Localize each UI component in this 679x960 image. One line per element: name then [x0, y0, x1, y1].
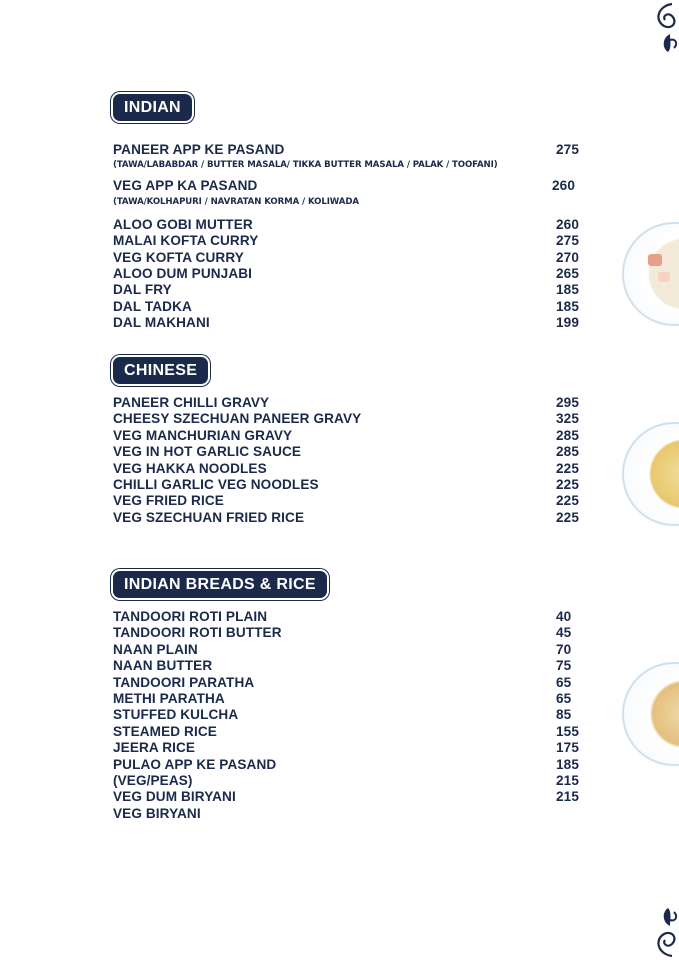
item-price: 185 — [556, 282, 579, 298]
menu-item — [113, 411, 593, 427]
item-name: VEG APP KA PASAND — [113, 178, 258, 194]
menu-item — [113, 675, 593, 691]
item-name: TANDOORI ROTI BUTTER — [113, 625, 282, 641]
item-name: VEG MANCHURIAN GRAVY — [113, 427, 293, 443]
section-title: INDIAN — [113, 94, 192, 121]
menu-item — [113, 142, 593, 158]
item-name: CHILLI GARLIC VEG NOODLES — [113, 476, 319, 492]
item-price: 215 — [556, 772, 579, 788]
item-price: 85 — [556, 707, 572, 723]
item-name: (VEG/PEAS) — [113, 772, 193, 788]
menu-item — [113, 315, 593, 331]
menu-item — [113, 691, 593, 707]
item-name: NAAN BUTTER — [113, 658, 213, 674]
menu-item — [113, 428, 593, 444]
item-options: (TAWA/KOLHAPURI / NAVRATAN KORMA / KOLIWADA — [113, 196, 359, 207]
item-price: 295 — [556, 395, 579, 410]
item-price: 199 — [556, 315, 579, 331]
item-name: VEG SZECHUAN FRIED RICE — [113, 509, 305, 525]
item-name: NAAN PLAIN — [113, 641, 198, 657]
item-price: 70 — [556, 641, 572, 657]
menu-item — [113, 789, 593, 805]
item-price: 285 — [556, 427, 579, 443]
item-name: VEG HAKKA NOODLES — [113, 460, 267, 476]
item-name: STUFFED KULCHA — [113, 707, 239, 723]
menu-item — [113, 217, 593, 233]
item-name: VEG FRIED RICE — [113, 493, 224, 509]
menu-item — [113, 444, 593, 460]
item-name: DAL MAKHANI — [113, 315, 210, 331]
item-name: METHI PARATHA — [113, 690, 225, 706]
item-price: 275 — [556, 142, 579, 157]
menu-item — [113, 493, 593, 509]
menu-item — [113, 250, 593, 266]
menu-item — [113, 806, 593, 822]
item-price: 65 — [556, 674, 572, 690]
item-price: 215 — [556, 789, 579, 805]
menu-item — [113, 461, 593, 477]
menu-item — [113, 724, 593, 740]
item-name: VEG IN HOT GARLIC SAUCE — [113, 444, 302, 460]
item-price: 285 — [556, 444, 579, 460]
section-title: CHINESE — [113, 357, 208, 384]
section-chinese — [113, 357, 593, 526]
item-price: 270 — [556, 249, 579, 265]
section-indian — [113, 94, 593, 332]
item-name: ALOO GOBI MUTTER — [113, 216, 253, 232]
item-name: VEG DUM BIRYANI — [113, 789, 236, 805]
item-name: ALOO DUM PUNJABI — [113, 265, 253, 281]
menu-item — [113, 740, 593, 756]
menu-item — [113, 625, 593, 641]
menu-item — [113, 233, 593, 249]
item-name: JEERA RICE — [113, 740, 196, 756]
item-price: 185 — [556, 756, 579, 772]
menu-item — [113, 757, 593, 773]
item-name: PULAO APP KE PASAND — [113, 756, 277, 772]
item-price: 175 — [556, 740, 579, 756]
item-price: 225 — [556, 493, 579, 509]
swirl-ornament-icon — [648, 902, 679, 960]
item-price: 260 — [552, 178, 575, 194]
item-price: 275 — [556, 233, 579, 249]
menu-item — [113, 477, 593, 493]
item-name: TANDOORI ROTI PLAIN — [113, 609, 268, 624]
item-name: VEG KOFTA CURRY — [113, 249, 244, 265]
item-price: 45 — [556, 625, 572, 641]
item-price: 260 — [556, 216, 579, 232]
noodle-plate-icon — [622, 422, 679, 526]
item-name: DAL FRY — [113, 282, 172, 298]
item-price: 65 — [556, 690, 572, 706]
swirl-ornament-icon — [648, 0, 679, 58]
menu-item — [113, 707, 593, 723]
menu-item — [113, 773, 593, 789]
paratha-plate-icon — [622, 662, 679, 766]
item-price: 325 — [556, 411, 579, 427]
menu-item — [113, 299, 593, 315]
menu-item — [113, 395, 593, 411]
menu-item — [113, 642, 593, 658]
item-price: 225 — [556, 509, 579, 525]
menu-item — [113, 282, 593, 298]
item-price: 225 — [556, 460, 579, 476]
menu-item — [113, 609, 593, 625]
item-name: PANEER CHILLI GRAVY — [113, 395, 270, 410]
item-price: 265 — [556, 265, 579, 281]
item-price: 75 — [556, 658, 572, 674]
section-breads-rice — [113, 571, 593, 822]
section-title: INDIAN BREADS & RICE — [113, 571, 327, 598]
menu-item — [113, 178, 593, 194]
item-options: (TAWA/LABABDAR / BUTTER MASALA/ TIKKA BUTTER MASALA / PALAK / TOOFANI) — [113, 160, 498, 171]
item-price: 40 — [556, 609, 572, 624]
item-name: PANEER APP KE PASAND — [113, 142, 285, 157]
item-name: DAL TADKA — [113, 298, 192, 314]
menu-item — [113, 658, 593, 674]
item-name: CHEESY SZECHUAN PANEER GRAVY — [113, 411, 362, 427]
item-price: 225 — [556, 476, 579, 492]
item-price: 185 — [556, 298, 579, 314]
item-name: STEAMED RICE — [113, 723, 217, 739]
item-name: VEG BIRYANI — [113, 805, 201, 821]
item-name: MALAI KOFTA CURRY — [113, 233, 259, 249]
item-name: TANDOORI PARATHA — [113, 674, 255, 690]
menu-item — [113, 510, 593, 526]
menu-item — [113, 266, 593, 282]
item-price: 155 — [556, 723, 579, 739]
curry-bowl-icon — [622, 222, 679, 326]
